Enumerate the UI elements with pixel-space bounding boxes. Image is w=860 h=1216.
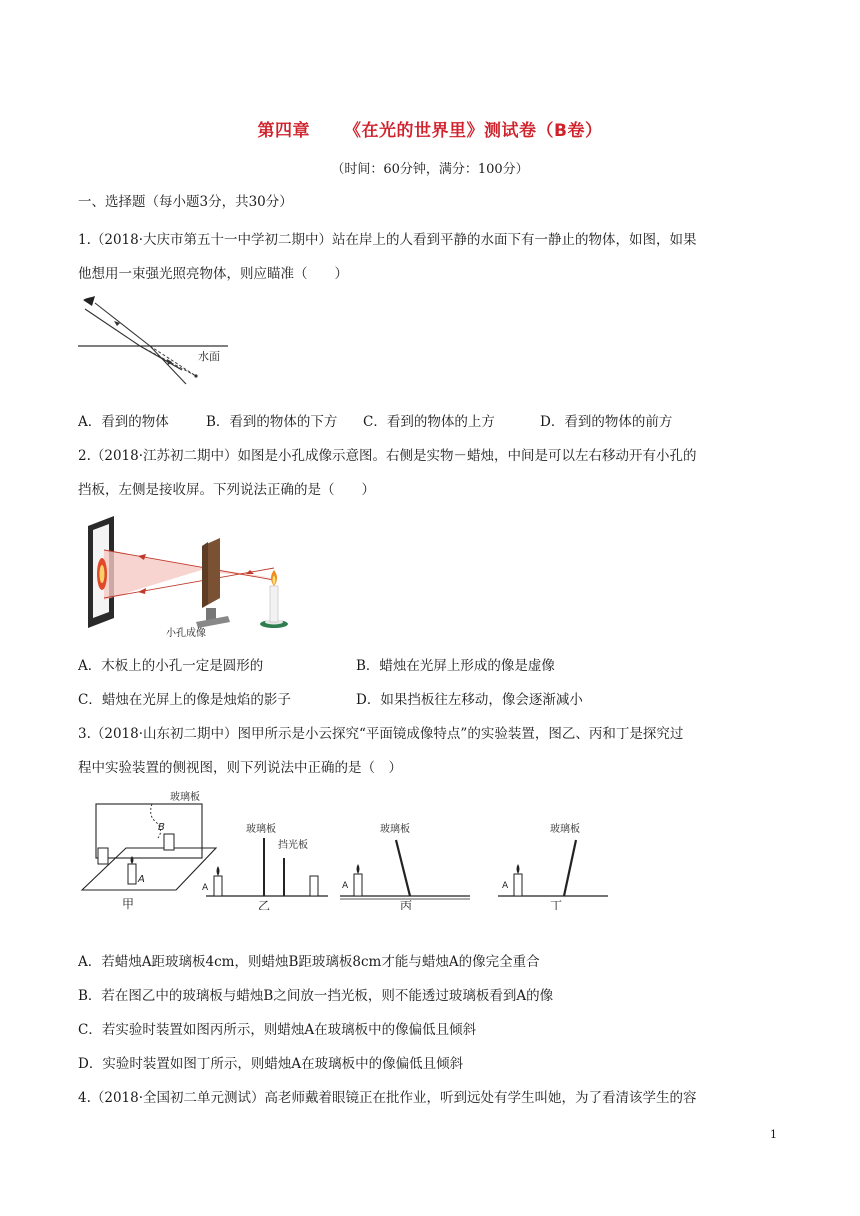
q3-option-b[interactable]: B．若在图乙中的玻璃板与蜡烛B之间放一挡光板，则不能透过玻璃板看到A的像 [78, 988, 554, 1004]
jia-glass-label: 玻璃板 [170, 792, 200, 803]
q3-text-line2: 程中实验装置的侧视图，则下列说法中正确的是（ ） [78, 760, 402, 776]
q3-mirror-figure [78, 786, 610, 910]
q2-option-a[interactable]: A．木板上的小孔一定是圆形的 [78, 658, 264, 674]
figure-jia [82, 790, 216, 910]
q2-option-b[interactable]: B．蜡烛在光屏上形成的像是虚像 [356, 658, 555, 674]
exam-info: （时间：60分钟，满分：100分） [331, 162, 529, 177]
q1-option-c[interactable]: C．看到的物体的上方 [363, 414, 495, 430]
q1-text-line1: 1.（2018·大庆市第五十一中学初二期中）站在岸上的人看到平静的水面下有一静止的物体，如图，如果 [78, 232, 697, 248]
pinhole-caption: 小孔成像 [166, 628, 206, 638]
yi-label-a: A [202, 883, 209, 893]
jia-caption: 甲 [122, 897, 135, 910]
q1-text-line2: 他想用一束强光照亮物体，则应瞄准（ ） [78, 266, 348, 282]
q2-text-line2: 挡板，左侧是接收屏。下列说法正确的是（ ） [78, 482, 375, 498]
q3-option-d[interactable]: D．实验时装置如图丁所示，则蜡烛A在玻璃板中的像偏低且倾斜 [78, 1056, 464, 1072]
q1-refraction-figure [78, 294, 238, 390]
q2-text-line1: 2.（2018·江苏初二期中）如图是小孔成像示意图。右侧是实物－蜡烛，中间是可以左右移动开有小孔的 [78, 448, 697, 464]
q1-option-d[interactable]: D．看到的物体的前方 [540, 414, 673, 430]
bing-caption: 丙 [400, 899, 413, 910]
test-title: 《在光的世界里》测试卷（B卷） [344, 121, 603, 141]
figure-bing [340, 822, 470, 910]
q2-pinhole-figure [78, 512, 298, 638]
section-heading: 一、选择题（每小题3分，共30分） [78, 194, 293, 210]
q1-option-b[interactable]: B．看到的物体的下方 [206, 414, 338, 430]
jia-label-a: A [138, 874, 145, 885]
yi-caption: 乙 [258, 899, 271, 910]
bing-glass-label: 玻璃板 [380, 824, 410, 835]
yi-glass-label: 玻璃板 [246, 824, 276, 835]
yi-shield-label: 挡光板 [278, 840, 308, 851]
q3-option-a[interactable]: A．若蜡烛A距玻璃板4cm，则蜡烛B距玻璃板8cm才能与蜡烛A的像完全重合 [78, 954, 540, 970]
page-title [0, 116, 860, 141]
q1-option-a[interactable]: A．看到的物体 [78, 414, 169, 430]
q4-text-line1: 4.（2018·全国初二单元测试）高老师戴着眼镜正在批作业，听到远处有学生叫她，为了看清该学生的容 [78, 1090, 697, 1106]
figure-yi [202, 822, 328, 910]
chapter-label: 第四章 [257, 121, 311, 141]
figure-ding [498, 822, 608, 910]
water-surface-label: 水面 [198, 350, 220, 363]
q3-text-line1: 3.（2018·山东初二期中）图甲所示是小云探究“平面镜成像特点”的实验装置，图乙、丙和丁是探究过 [78, 726, 684, 742]
jia-label-b: B [158, 822, 165, 833]
page-number: 1 [770, 1128, 777, 1141]
ding-label-a: A [502, 881, 509, 891]
q3-option-c[interactable]: C．若实验时装置如图丙所示，则蜡烛A在玻璃板中的像偏低且倾斜 [78, 1022, 477, 1038]
ding-caption: 丁 [550, 899, 563, 910]
bing-label-a: A [342, 881, 349, 891]
q2-option-d[interactable]: D．如果挡板往左移动，像会逐渐减小 [356, 692, 583, 708]
q2-option-c[interactable]: C．蜡烛在光屏上的像是烛焰的影子 [78, 692, 291, 708]
ding-glass-label: 玻璃板 [550, 824, 580, 835]
eye-icon [83, 296, 95, 306]
